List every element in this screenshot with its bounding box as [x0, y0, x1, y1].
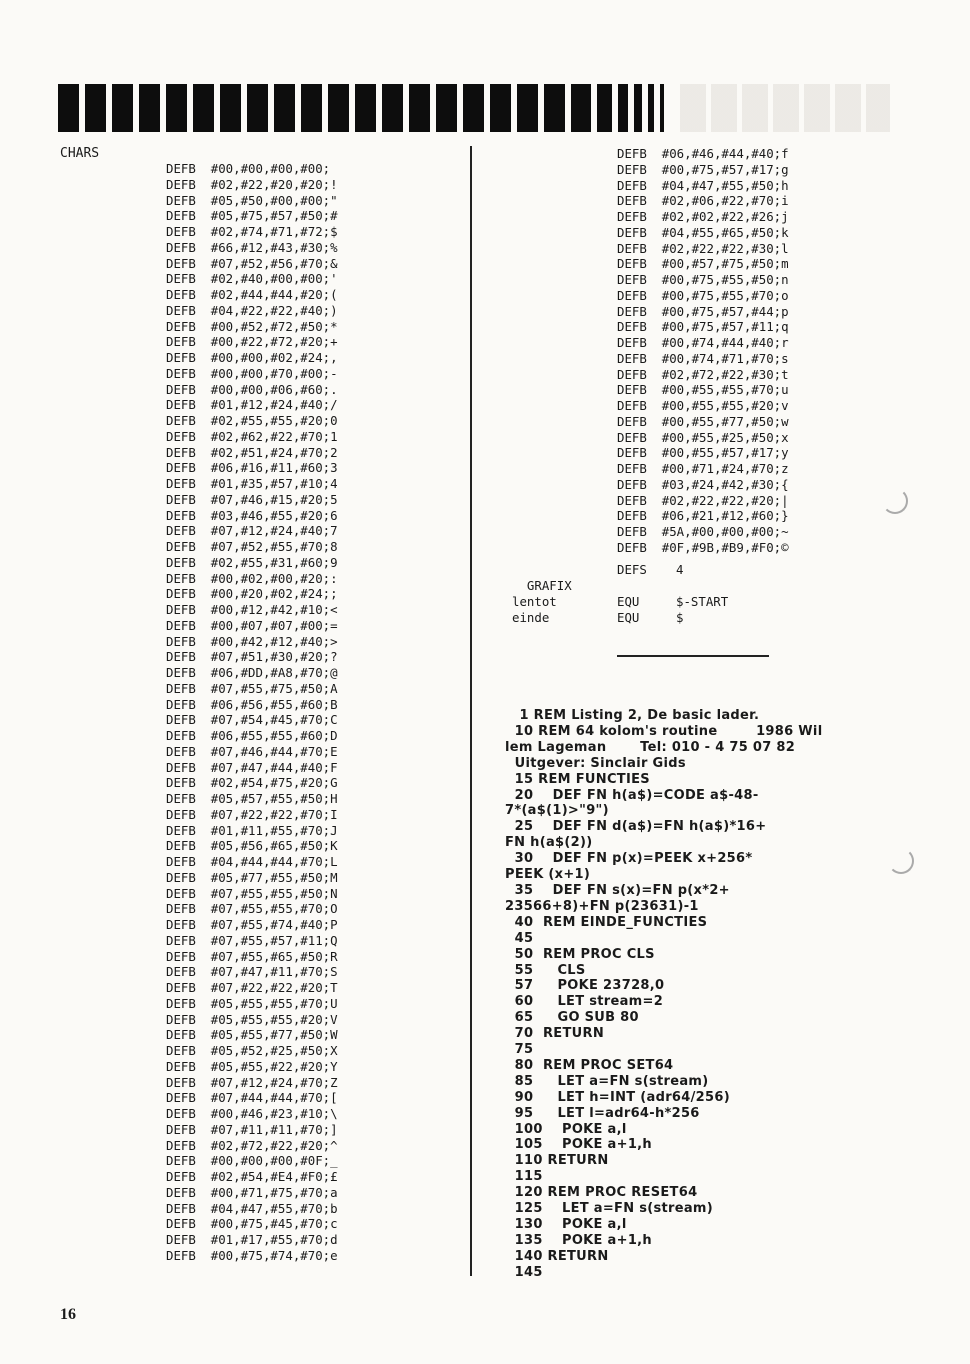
defb-line: DEFB #00,#22,#72,#20;+ [166, 334, 338, 350]
defb-line: DEFB #02,#22,#22,#20;| [617, 492, 789, 508]
basic-line: 70 RETURN [505, 1026, 604, 1042]
basic-line: 35 DEF FN s(x)=FN p(x*2+ [505, 882, 730, 898]
basic-line: 25 DEF FN d(a$)=FN h(a$)*16+ [505, 819, 767, 835]
defb-line: DEFB #00,#46,#23,#10;\ [166, 1106, 338, 1121]
defb-line: DEFB #00,#74,#44,#40;r [617, 335, 789, 350]
header-bar [382, 84, 403, 132]
basic-line: 80 REM PROC SET64 [505, 1057, 674, 1073]
grafix-op: DEFS [617, 562, 647, 577]
basic-line: Uitgever: Sinclair Gids [505, 755, 686, 771]
defb-line: DEFB #07,#55,#57,#11;Q [166, 932, 338, 948]
defb-line: DEFB #00,#00,#02,#24;, [166, 350, 338, 365]
basic-line: 55 CLS [505, 962, 586, 978]
equ-arg-lentot: $-START [676, 594, 729, 609]
basic-line: 30 DEF FN p(x)=PEEK x+256* [505, 851, 753, 867]
defb-line: DEFB #07,#55,#55,#50;N [166, 885, 338, 901]
defb-line: DEFB #04,#22,#22,#40;) [166, 302, 338, 318]
left-defb-column [166, 161, 338, 1264]
defb-line: DEFB #07,#11,#11,#70;] [166, 1121, 338, 1137]
defb-line: DEFB #00,#75,#55,#50;n [617, 272, 789, 287]
defb-line: DEFB #02,#40,#00,#00;' [166, 271, 338, 287]
binder-hole-mark [888, 848, 914, 874]
defb-line: DEFB #05,#55,#55,#70;U [166, 995, 338, 1011]
defb-line: DEFB #0F,#9B,#B9,#F0;© [617, 539, 789, 555]
basic-line: 20 DEF FN h(a$)=CODE a$-48- [505, 787, 759, 803]
header-bar [618, 84, 629, 132]
defb-line: DEFB #01,#12,#24,#40;/ [166, 397, 338, 413]
defb-line: DEFB #00,#20,#02,#24;; [166, 586, 338, 602]
defb-line: DEFB #07,#47,#11,#70;S [166, 964, 338, 980]
basic-listing [505, 708, 895, 1281]
defb-line: DEFB #00,#55,#55,#20;v [617, 398, 789, 413]
defb-line: DEFB #00,#55,#57,#17;y [617, 445, 789, 461]
basic-line: 50 REM PROC CLS [505, 946, 655, 962]
defb-line: DEFB #07,#12,#24,#70;Z [166, 1074, 338, 1090]
header-bar [648, 84, 654, 132]
basic-line: lem Lageman Tel: 010 - 4 75 07 82 [505, 739, 796, 755]
basic-line: 90 LET h=INT (adr64/256) [505, 1089, 730, 1105]
basic-line: 40 REM EINDE_FUNCTIES [505, 914, 708, 930]
defb-line: DEFB #00,#75,#57,#11;q [617, 319, 789, 335]
defb-line: DEFB #06,#DD,#A8,#70;@ [166, 665, 338, 680]
basic-line: 57 POKE 23728,0 [505, 978, 665, 994]
basic-line: PEEK (x+1) [505, 867, 591, 883]
header-bar [436, 84, 457, 132]
header-bar [409, 84, 430, 132]
defb-line: DEFB #05,#55,#77,#50;W [166, 1027, 338, 1043]
page-number: 16 [60, 1306, 76, 1323]
header-bar [634, 84, 642, 132]
defb-line: DEFB #02,#54,#E4,#F0;£ [166, 1169, 338, 1184]
header-bar [274, 84, 295, 132]
basic-line: 15 REM FUNCTIES [505, 771, 650, 787]
basic-line: 10 REM 64 kolom's routine 1986 Wil [505, 723, 823, 739]
header-bar [355, 84, 376, 132]
defb-line: DEFB #04,#47,#55,#50;h [617, 177, 789, 193]
defb-line: DEFB #02,#55,#31,#60;9 [166, 554, 338, 570]
basic-line: 120 REM PROC RESET64 [505, 1185, 698, 1201]
header-bar [58, 84, 79, 132]
defb-line: DEFB #07,#54,#45,#70;C [166, 712, 338, 728]
basic-line: 140 RETURN [505, 1248, 609, 1264]
equ-arg-einde: $ [676, 610, 684, 625]
defb-line: DEFB #07,#12,#24,#40;7 [166, 523, 338, 539]
grafix-label: GRAFIX [526, 577, 572, 593]
header-bar [301, 84, 322, 132]
header-bar-strip [58, 84, 670, 132]
equ-label-einde: einde [512, 610, 550, 625]
basic-line: 23566+8)+FN p(23631)-1 [505, 898, 699, 914]
defb-line: DEFB #00,#00,#06,#60;. [166, 381, 338, 397]
header-bar [544, 84, 565, 132]
basic-line: 110 RETURN [505, 1153, 609, 1169]
defb-line: DEFB #05,#75,#57,#50;# [166, 208, 338, 224]
column-divider [470, 146, 472, 1276]
header-bar [463, 84, 484, 132]
defb-line: DEFB #00,#12,#42,#10;< [166, 602, 338, 617]
defb-line: DEFB #06,#56,#55,#60;B [166, 696, 338, 712]
defb-line: DEFB #00,#75,#45,#70;c [166, 1216, 338, 1232]
basic-line: 7*(a$(1)>"9") [505, 803, 609, 819]
defb-line: DEFB #02,#51,#24,#70;2 [166, 444, 338, 460]
header-bar [139, 84, 160, 132]
defb-line: DEFB #00,#57,#75,#50;m [617, 256, 789, 272]
defb-line: DEFB #00,#74,#71,#70;s [617, 350, 789, 366]
defb-line: DEFB #00,#75,#55,#70;o [617, 287, 789, 303]
defb-line: DEFB #07,#55,#65,#50;R [166, 948, 338, 964]
defb-line: DEFB #00,#00,#00,#0F;_ [166, 1153, 338, 1169]
basic-line: 100 POKE a,l [505, 1121, 627, 1137]
defb-line: DEFB #00,#07,#07,#00;= [166, 617, 338, 633]
defb-line: DEFB #05,#55,#22,#20;Y [166, 1058, 338, 1074]
chars-label: CHARS [60, 146, 100, 161]
header-bar [328, 84, 349, 132]
basic-line: 115 [505, 1169, 543, 1185]
section-rule [617, 655, 769, 657]
defb-line: DEFB #01,#11,#55,#70;J [166, 822, 338, 838]
basic-line: 135 POKE a+1,h [505, 1232, 652, 1248]
basic-line: 95 LET l=adr64-h*256 [505, 1105, 700, 1121]
basic-line: 85 LET a=FN s(stream) [505, 1073, 709, 1089]
basic-line: 125 LET a=FN s(stream) [505, 1201, 714, 1217]
basic-line: 145 [505, 1264, 543, 1280]
defb-line: DEFB #06,#16,#11,#60;3 [166, 460, 338, 476]
binder-hole-mark [882, 488, 908, 514]
grafix-line [512, 562, 572, 594]
defb-line: DEFB #03,#24,#42,#30;{ [617, 476, 789, 492]
defb-line: DEFB #07,#22,#22,#70;I [166, 806, 338, 822]
defb-line: DEFB #07,#51,#30,#20;? [166, 649, 338, 665]
defb-line: DEFB #02,#54,#75,#20;G [166, 775, 338, 791]
defb-line: DEFB #04,#44,#44,#70;L [166, 854, 338, 869]
header-bar [166, 84, 187, 132]
defb-line: DEFB #00,#55,#55,#70;u [617, 382, 789, 398]
defb-line: DEFB #00,#75,#57,#17;g [617, 161, 789, 177]
defb-line: DEFB #05,#50,#00,#00;" [166, 192, 338, 208]
defb-line: DEFB #00,#42,#12,#40;> [166, 633, 338, 649]
defb-line: DEFB #07,#52,#55,#70;8 [166, 539, 338, 554]
defb-line: DEFB #06,#55,#55,#60;D [166, 728, 338, 743]
defb-line: DEFB #00,#75,#74,#70;e [166, 1247, 338, 1263]
defb-line: DEFB #06,#46,#44,#40;f [617, 146, 789, 161]
header-bar [597, 84, 612, 132]
basic-line: 1 REM Listing 2, De basic lader. [505, 708, 760, 723]
basic-line: 75 [505, 1042, 534, 1058]
defb-line: DEFB #07,#52,#56,#70;& [166, 255, 338, 271]
defb-line: DEFB #07,#55,#74,#40;P [166, 917, 338, 932]
defb-line: DEFB #05,#55,#55,#20;V [166, 1011, 338, 1027]
basic-line: 65 GO SUB 80 [505, 1010, 639, 1026]
basic-line: FN h(a$(2)) [505, 835, 593, 851]
header-bar [220, 84, 241, 132]
defb-line: DEFB #07,#55,#75,#50;A [166, 680, 338, 696]
defb-line: DEFB #07,#44,#44,#70;[ [166, 1090, 338, 1106]
defb-line: DEFB #03,#46,#55,#20;6 [166, 507, 338, 523]
equ-label-lentot: lentot [512, 594, 557, 609]
defb-line: DEFB #05,#52,#25,#50;X [166, 1043, 338, 1058]
defb-line: DEFB #04,#47,#55,#70;b [166, 1200, 338, 1216]
defb-line: DEFB #07,#22,#22,#20;T [166, 980, 338, 995]
defb-line: DEFB #00,#75,#57,#44;p [617, 303, 789, 319]
defb-line: DEFB #00,#71,#75,#70;a [166, 1184, 338, 1200]
defb-line: DEFB #5A,#00,#00,#00;~ [617, 524, 789, 539]
defb-line: DEFB #07,#46,#44,#70;E [166, 743, 338, 759]
defb-line: DEFB #05,#56,#65,#50;K [166, 838, 338, 854]
defb-line: DEFB #02,#55,#55,#20;0 [166, 413, 338, 428]
defb-line: DEFB #00,#00,#00,#00; [166, 161, 331, 176]
basic-line: 60 LET stream=2 [505, 994, 664, 1010]
defb-line: DEFB #66,#12,#43,#30;% [166, 239, 338, 255]
defb-line: DEFB #00,#55,#25,#50;x [617, 429, 789, 445]
defb-line: DEFB #02,#02,#22,#26;j [617, 209, 789, 224]
defb-line: DEFB #00,#71,#24,#70;z [617, 461, 789, 476]
defb-line: DEFB #00,#55,#77,#50;w [617, 413, 789, 429]
defb-line: DEFB #00,#52,#72,#50;* [166, 318, 338, 334]
defb-line: DEFB #07,#55,#55,#70;O [166, 901, 338, 917]
basic-line: 130 POKE a,l [505, 1217, 627, 1232]
defb-line: DEFB #02,#44,#44,#20;( [166, 287, 338, 302]
defb-line: DEFB #00,#00,#70,#00;- [166, 365, 338, 381]
header-bar [660, 84, 665, 132]
defb-line: DEFB #05,#57,#55,#50;H [166, 791, 338, 806]
defb-line: DEFB #02,#72,#22,#20;^ [166, 1137, 338, 1153]
defb-line: DEFB #07,#47,#44,#40;F [166, 759, 338, 775]
header-bar [112, 84, 133, 132]
defb-line: DEFB #05,#77,#55,#50;M [166, 869, 338, 885]
header-bar [517, 84, 538, 132]
header-bar [85, 84, 106, 132]
bleed-through-bar [680, 84, 890, 132]
basic-line: 45 [505, 930, 534, 946]
equ-op-einde: EQU [617, 610, 640, 625]
defb-line: DEFB #02,#06,#22,#70;i [617, 193, 789, 209]
defb-line: DEFB #06,#21,#12,#60;} [617, 508, 789, 524]
right-defb-column [617, 146, 789, 556]
defb-line: DEFB #02,#72,#22,#30;t [617, 366, 789, 382]
defb-line: DEFB #01,#35,#57,#10;4 [166, 476, 338, 491]
header-bar [193, 84, 214, 132]
defb-line: DEFB #02,#22,#20,#20;! [166, 176, 338, 192]
defb-line: DEFB #02,#62,#22,#70;1 [166, 428, 338, 444]
defb-line: DEFB #07,#46,#15,#20;5 [166, 491, 338, 507]
equ-op-lentot: EQU [617, 594, 640, 609]
header-bar [247, 84, 268, 132]
header-bar [571, 84, 591, 132]
defb-line: DEFB #02,#74,#71,#72;$ [166, 224, 338, 239]
defb-line: DEFB #04,#55,#65,#50;k [617, 224, 789, 240]
defb-line: DEFB #02,#22,#22,#30;l [617, 240, 789, 256]
defb-line: DEFB #00,#02,#00,#20;: [166, 570, 338, 586]
header-bar [490, 84, 511, 132]
grafix-arg: 4 [676, 562, 684, 577]
defb-line: DEFB #01,#17,#55,#70;d [166, 1232, 338, 1247]
basic-line: 105 POKE a+1,h [505, 1137, 652, 1153]
